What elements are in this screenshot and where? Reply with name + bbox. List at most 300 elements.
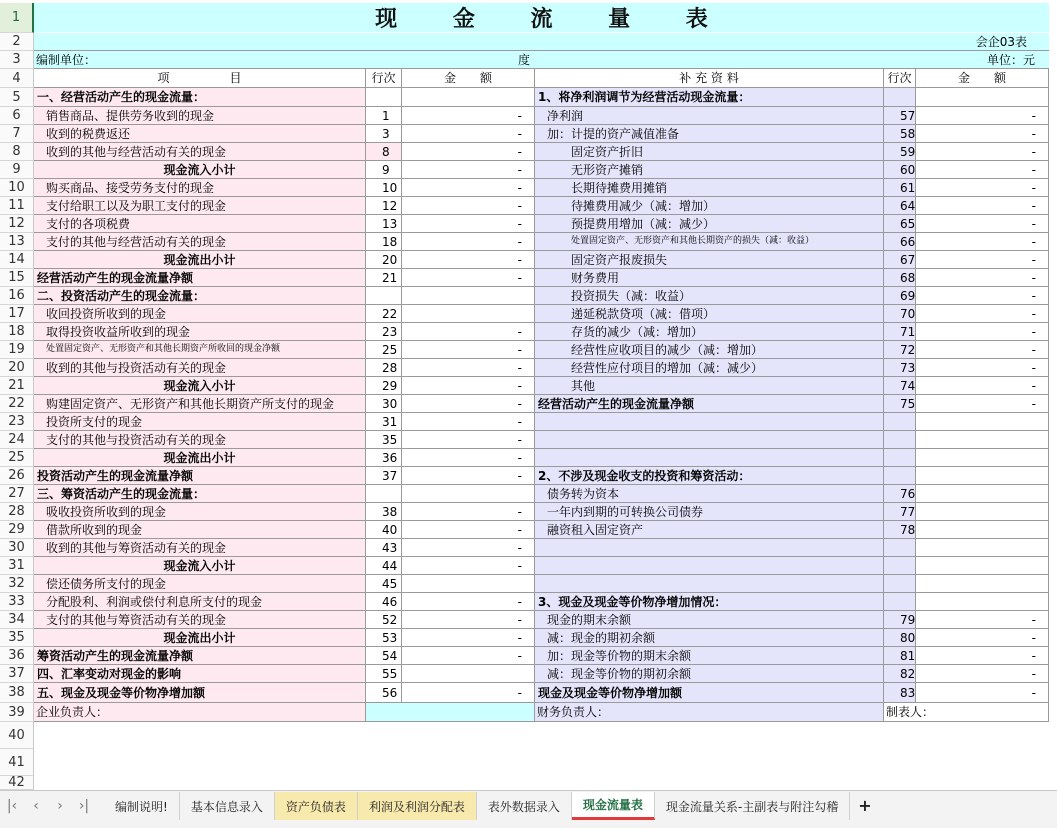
row-number[interactable]: 31 [0,557,34,575]
line-cell[interactable]: 30 [366,395,402,413]
supplement-amount-cell[interactable]: - [916,107,1049,125]
supplement-amount-cell[interactable]: - [916,359,1049,377]
supplement-item-cell[interactable]: 2、不涉及现金收支的投资和筹资活动： [535,467,884,485]
company-head-label[interactable]: 企业负责人： [34,703,366,722]
row-number[interactable]: 38 [0,683,34,703]
amount-cell[interactable]: - [402,107,535,125]
row-number[interactable]: 33 [0,593,34,611]
title-row[interactable] [34,3,1049,32]
amount-cell[interactable]: - [402,593,535,611]
item-cell[interactable]: 分配股利、利润或偿付利息所支付的现金 [34,593,366,611]
item-cell[interactable]: 一、经营活动产生的现金流量： [34,88,366,107]
amount-cell[interactable]: - [402,323,535,341]
line-cell[interactable]: 29 [366,377,402,395]
amount-cell[interactable]: - [402,413,535,431]
supplement-item-cell[interactable]: 待摊费用减少（减：增加） [535,197,884,215]
table-row [34,215,1049,233]
preparer-label[interactable]: 制表人： [884,703,1049,722]
supplement-amount-cell[interactable]: - [916,197,1049,215]
item-cell[interactable]: 购建固定资产、无形资产和其他长期资产所支付的现金 [34,395,366,413]
amount-cell[interactable]: - [402,233,535,251]
line-cell[interactable]: 23 [366,323,402,341]
supplement-item-cell[interactable]: 经营性应付项目的增加（减：减少） [535,359,884,377]
table-row [34,593,1049,611]
col-header-supplement: 补 充 资 料 [535,69,884,88]
line-cell[interactable]: 37 [366,467,402,485]
row-number[interactable]: 18 [0,323,34,341]
item-cell[interactable]: 投资所支付的现金 [34,413,366,431]
line-cell[interactable]: 21 [366,269,402,287]
row-number[interactable]: 9 [0,161,34,179]
item-cell[interactable]: 支付的各项税费 [34,215,366,233]
supplement-item-cell[interactable]: 固定资产报废损失 [535,251,884,269]
table-row [34,611,1049,629]
item-cell[interactable]: 收到的其他与筹资活动有关的现金 [34,539,366,557]
line-cell[interactable]: 12 [366,197,402,215]
amount-cell[interactable]: - [402,611,535,629]
row-number[interactable]: 13 [0,233,34,251]
supplement-amount-cell[interactable] [916,539,1049,557]
supplement-line-cell[interactable]: 76 [884,485,916,503]
row-number[interactable]: 4 [0,69,34,88]
item-cell[interactable]: 现金流入小计 [34,557,366,575]
supplement-amount-cell[interactable]: - [916,305,1049,323]
cash-flow-grid[interactable] [34,0,1057,790]
table-row [34,665,1049,683]
amount-cell[interactable]: - [402,503,535,521]
supplement-line-cell[interactable]: 72 [884,341,916,359]
table-row [34,431,1049,449]
supplement-line-cell[interactable] [884,413,916,431]
supplement-item-cell[interactable]: 无形资产摊销 [535,161,884,179]
row-number[interactable]: 21 [0,377,34,395]
line-cell[interactable] [366,287,402,305]
line-cell[interactable]: 31 [366,413,402,431]
currency-unit: 单位：元 [544,51,1049,69]
line-cell[interactable]: 55 [366,665,402,683]
supplement-amount-cell[interactable]: - [916,377,1049,395]
row-number[interactable]: 6 [0,107,34,125]
supplement-item-cell[interactable]: 其他 [535,377,884,395]
row-number[interactable]: 1 [0,3,34,33]
row-number[interactable]: 39 [0,703,34,722]
supplement-line-cell[interactable] [884,593,916,611]
supplement-amount-cell[interactable]: - [916,215,1049,233]
row-number[interactable]: 22 [0,395,34,413]
last-sheet-icon[interactable]: ›| [78,797,90,814]
supplement-amount-cell[interactable] [916,593,1049,611]
line-cell[interactable]: 56 [366,683,402,703]
supplement-amount-cell[interactable] [916,431,1049,449]
item-cell[interactable]: 支付的其他与投资活动有关的现金 [34,431,366,449]
sheet-tab[interactable]: 利润及利润分配表 [358,792,477,820]
amount-cell[interactable]: - [402,431,535,449]
supplement-line-cell[interactable]: 73 [884,359,916,377]
supplement-line-cell[interactable]: 67 [884,251,916,269]
line-cell[interactable]: 13 [366,215,402,233]
supplement-amount-cell[interactable]: - [916,395,1049,413]
line-cell[interactable]: 9 [366,161,402,179]
amount-cell[interactable]: - [402,377,535,395]
row-number[interactable]: 16 [0,287,34,305]
table-row [34,413,1049,431]
supplement-item-cell[interactable]: 现金的期末余额 [535,611,884,629]
supplement-line-cell[interactable] [884,467,916,485]
item-cell[interactable]: 收到的税费返还 [34,125,366,143]
amount-cell[interactable]: - [402,197,535,215]
supplement-item-cell[interactable]: 债务转为资本 [535,485,884,503]
table-row [34,395,1049,413]
supplement-line-cell[interactable]: 59 [884,143,916,161]
supplement-item-cell[interactable]: 减：现金的期初余额 [535,629,884,647]
supplement-line-cell[interactable]: 60 [884,161,916,179]
row-number[interactable]: 8 [0,143,34,161]
table-row [34,179,1049,197]
amount-cell[interactable]: - [402,179,535,197]
row-number[interactable]: 20 [0,359,34,377]
table-row [34,521,1049,539]
line-cell[interactable]: 10 [366,179,402,197]
sheet-tab[interactable]: 编制说明! [104,792,180,820]
supplement-line-cell[interactable] [884,557,916,575]
row-number[interactable]: 26 [0,467,34,485]
supplement-amount-cell[interactable] [916,557,1049,575]
supplement-item-cell[interactable] [535,413,884,431]
amount-cell[interactable]: - [402,125,535,143]
supplement-line-cell[interactable] [884,539,916,557]
item-cell[interactable]: 二、投资活动产生的现金流量： [34,287,366,305]
table-row [34,377,1049,395]
supplement-line-cell[interactable]: 81 [884,647,916,665]
amount-cell[interactable]: - [402,629,535,647]
line-cell[interactable]: 52 [366,611,402,629]
table-row [34,485,1049,503]
line-cell[interactable]: 22 [366,305,402,323]
row-number[interactable]: 28 [0,503,34,521]
supplement-item-cell[interactable]: 处置固定资产、无形资产和其他长期资产的损失（减：收益） [535,233,884,251]
row-number[interactable]: 23 [0,413,34,431]
first-sheet-icon[interactable]: |‹ [6,797,18,814]
line-cell[interactable]: 43 [366,539,402,557]
header-row-3 [34,51,1049,69]
supplement-amount-cell[interactable]: - [916,179,1049,197]
supplement-item-cell[interactable]: 经营性应收项目的减少（减：增加） [535,341,884,359]
supplement-line-cell[interactable]: 66 [884,233,916,251]
supplement-item-cell[interactable] [535,449,884,467]
supplement-amount-cell[interactable]: - [916,287,1049,305]
supplement-item-cell[interactable]: 加：现金等价物的期末余额 [535,647,884,665]
line-cell[interactable]: 44 [366,557,402,575]
item-cell[interactable]: 筹资活动产生的现金流量净额 [34,647,366,665]
supplement-amount-cell[interactable] [916,449,1049,467]
supplement-line-cell[interactable]: 74 [884,377,916,395]
supplement-item-cell[interactable]: 财务费用 [535,269,884,287]
supplement-line-cell[interactable]: 57 [884,107,916,125]
amount-cell[interactable] [402,287,535,305]
supplement-line-cell[interactable] [884,575,916,593]
amount-cell[interactable]: - [402,539,535,557]
row-number[interactable]: 12 [0,215,34,233]
status-bar [0,820,1057,828]
table-row [34,503,1049,521]
table-row [34,323,1049,341]
supplement-item-cell[interactable]: 加：计提的资产减值准备 [535,125,884,143]
supplement-item-cell[interactable]: 存货的减少（减：增加） [535,323,884,341]
row-number[interactable]: 42 [0,776,34,790]
supplement-item-cell[interactable]: 投资损失（减：收益） [535,287,884,305]
supplement-amount-cell[interactable]: - [916,647,1049,665]
sheet-tab[interactable]: 现金流量关系-主副表与附注勾稽 [655,792,850,820]
sheet-tab[interactable]: 现金流量表 [572,792,655,820]
table-row [34,305,1049,323]
supplement-item-cell[interactable]: 经营活动产生的现金流量净额 [535,395,884,413]
amount-cell[interactable]: - [402,143,535,161]
item-cell[interactable]: 收到的其他与经营活动有关的现金 [34,143,366,161]
supplement-amount-cell[interactable]: - [916,629,1049,647]
item-cell[interactable]: 现金流出小计 [34,629,366,647]
row-number[interactable]: 35 [0,629,34,647]
item-cell[interactable]: 收到的其他与投资活动有关的现金 [34,359,366,377]
line-cell[interactable]: 54 [366,647,402,665]
item-cell[interactable]: 处置固定资产、无形资产和其他长期资产所收回的现金净额 [34,341,366,359]
supplement-amount-cell[interactable]: - [916,125,1049,143]
table-row [34,161,1049,179]
supplement-item-cell[interactable]: 现金及现金等价物净增加额 [535,683,884,703]
supplement-line-cell[interactable]: 82 [884,665,916,683]
item-cell[interactable]: 支付的其他与经营活动有关的现金 [34,233,366,251]
prev-sheet-icon[interactable]: ‹ [33,797,39,814]
row-number[interactable]: 36 [0,647,34,665]
supplement-amount-cell[interactable]: - [916,143,1049,161]
item-cell[interactable]: 四、汇率变动对现金的影响 [34,665,366,683]
amount-cell[interactable]: - [402,521,535,539]
item-cell[interactable]: 三、筹资活动产生的现金流量： [34,485,366,503]
line-cell[interactable]: 46 [366,593,402,611]
supplement-line-cell[interactable]: 75 [884,395,916,413]
amount-cell[interactable]: - [402,395,535,413]
amount-cell[interactable]: - [402,251,535,269]
amount-cell[interactable]: - [402,215,535,233]
finance-head-label[interactable]: 财务负责人： [535,703,884,722]
line-cell[interactable]: 1 [366,107,402,125]
amount-cell[interactable]: - [402,449,535,467]
supplement-item-cell[interactable]: 递延税款贷项（减：借项） [535,305,884,323]
row-number[interactable]: 3 [0,51,34,69]
col-header-line: 行次 [366,69,402,88]
supplement-amount-cell[interactable]: - [916,233,1049,251]
supplement-line-cell[interactable]: 79 [884,611,916,629]
row-number[interactable]: 11 [0,197,34,215]
supplement-amount-cell[interactable]: - [916,269,1049,287]
table-row [34,467,1049,485]
item-cell[interactable]: 现金流出小计 [34,449,366,467]
supplement-line-cell[interactable]: 80 [884,629,916,647]
item-cell[interactable]: 投资活动产生的现金流量净额 [34,467,366,485]
supplement-item-cell[interactable]: 融资租入固定资产 [535,521,884,539]
amount-cell[interactable] [402,665,535,683]
supplement-line-cell[interactable]: 65 [884,215,916,233]
line-cell[interactable]: 3 [366,125,402,143]
supplement-item-cell[interactable]: 1、将净利润调节为经营活动现金流量： [535,88,884,107]
supplement-item-cell[interactable]: 预提费用增加（减：减少） [535,215,884,233]
signature-blank[interactable] [366,703,535,722]
supplement-amount-cell[interactable] [916,485,1049,503]
supplement-line-cell[interactable] [884,88,916,107]
line-cell[interactable]: 45 [366,575,402,593]
line-cell[interactable]: 53 [366,629,402,647]
supplement-line-cell[interactable]: 83 [884,683,916,703]
table-row [34,143,1049,161]
amount-cell[interactable]: - [402,161,535,179]
col-header-line2: 行次 [884,69,916,88]
supplement-line-cell[interactable]: 70 [884,305,916,323]
next-sheet-icon[interactable]: › [57,797,63,814]
supplement-amount-cell[interactable]: - [916,161,1049,179]
line-cell[interactable]: 18 [366,233,402,251]
col-header-item: 项 目 [34,69,366,88]
row-number[interactable]: 2 [0,33,34,51]
amount-cell[interactable]: - [402,557,535,575]
supplement-line-cell[interactable]: 61 [884,179,916,197]
supplement-amount-cell[interactable]: - [916,341,1049,359]
line-cell[interactable]: 28 [366,359,402,377]
supplement-item-cell[interactable] [535,431,884,449]
item-cell[interactable]: 支付的其他与筹资活动有关的现金 [34,611,366,629]
supplement-line-cell[interactable] [884,449,916,467]
table-row [34,449,1049,467]
amount-cell[interactable] [402,575,535,593]
line-cell[interactable] [366,485,402,503]
amount-cell[interactable]: - [402,269,535,287]
supplement-amount-cell[interactable] [916,503,1049,521]
supplement-line-cell[interactable]: 69 [884,287,916,305]
row-number[interactable]: 29 [0,521,34,539]
supplement-item-cell[interactable]: 固定资产折旧 [535,143,884,161]
amount-cell[interactable] [402,88,535,107]
amount-cell[interactable]: - [402,467,535,485]
supplement-line-cell[interactable]: 71 [884,323,916,341]
supplement-item-cell[interactable] [535,557,884,575]
supplement-amount-cell[interactable] [916,88,1049,107]
supplement-item-cell[interactable] [535,575,884,593]
item-cell[interactable]: 收回投资所收到的现金 [34,305,366,323]
item-cell[interactable]: 吸收投资所收到的现金 [34,503,366,521]
line-cell[interactable] [366,88,402,107]
header-row-2 [34,33,1049,51]
supplement-amount-cell[interactable] [916,575,1049,593]
line-cell[interactable]: 35 [366,431,402,449]
supplement-line-cell[interactable]: 77 [884,503,916,521]
sheet-tab[interactable]: 基本信息录入 [180,792,275,820]
line-cell[interactable]: 40 [366,521,402,539]
item-cell[interactable]: 购买商品、接受劳务支付的现金 [34,179,366,197]
row-number[interactable]: 14 [0,251,34,269]
row-number[interactable]: 15 [0,269,34,287]
supplement-amount-cell[interactable]: - [916,665,1049,683]
table-row [34,125,1049,143]
table-row [34,575,1049,593]
row-number[interactable]: 40 [0,722,34,749]
item-cell[interactable]: 取得投资收益所收到的现金 [34,323,366,341]
row-number[interactable]: 27 [0,485,34,503]
supplement-item-cell[interactable]: 净利润 [535,107,884,125]
item-cell[interactable]: 偿还债务所支付的现金 [34,575,366,593]
row-number[interactable]: 25 [0,449,34,467]
supplement-item-cell[interactable]: 3、现金及现金等价物净增加情况： [535,593,884,611]
row-number[interactable]: 17 [0,305,34,323]
line-cell[interactable]: 36 [366,449,402,467]
item-cell[interactable]: 现金流入小计 [34,161,366,179]
item-cell[interactable]: 经营活动产生的现金流量净额 [34,269,366,287]
amount-cell[interactable]: - [402,683,535,703]
amount-cell[interactable] [402,305,535,323]
table-row [34,647,1049,665]
unit-label[interactable]: 编制单位： [34,51,504,69]
amount-cell[interactable]: - [402,359,535,377]
supplement-amount-cell[interactable] [916,521,1049,539]
amount-cell[interactable]: - [402,341,535,359]
amount-cell[interactable] [402,485,535,503]
row-number[interactable]: 37 [0,665,34,683]
item-cell[interactable]: 现金流出小计 [34,251,366,269]
row-number[interactable]: 30 [0,539,34,557]
row-number[interactable]: 10 [0,179,34,197]
supplement-line-cell[interactable]: 64 [884,197,916,215]
supplement-amount-cell[interactable] [916,413,1049,431]
row-number[interactable]: 5 [0,88,34,107]
supplement-amount-cell[interactable]: - [916,683,1049,703]
column-header-row [34,69,1049,88]
item-cell[interactable]: 销售商品、提供劳务收到的现金 [34,107,366,125]
supplement-line-cell[interactable]: 68 [884,269,916,287]
row-number[interactable]: 7 [0,125,34,143]
row-number[interactable]: 41 [0,749,34,776]
amount-cell[interactable]: - [402,647,535,665]
row-number[interactable]: 32 [0,575,34,593]
add-sheet-button[interactable]: + [858,796,872,815]
line-cell[interactable]: 8 [366,143,402,161]
sheet-tab[interactable]: 表外数据录入 [477,792,572,820]
col-header-amount: 金 额 [402,69,535,88]
supplement-amount-cell[interactable]: - [916,323,1049,341]
item-cell[interactable]: 现金流入小计 [34,377,366,395]
item-cell[interactable]: 借款所收到的现金 [34,521,366,539]
sheet-tab[interactable]: 资产负债表 [275,792,358,820]
line-cell[interactable]: 20 [366,251,402,269]
table-row [34,341,1049,359]
supplement-amount-cell[interactable]: - [916,251,1049,269]
col-header-amount2: 金 额 [916,69,1049,88]
supplement-line-cell[interactable]: 78 [884,521,916,539]
supplement-amount-cell[interactable] [916,467,1049,485]
supplement-item-cell[interactable] [535,539,884,557]
year-label[interactable]: 度 [504,51,544,69]
supplement-item-cell[interactable]: 减：现金等价物的期初余额 [535,665,884,683]
item-cell[interactable]: 五、现金及现金等价物净增加额 [34,683,366,703]
table-row [34,233,1049,251]
item-cell[interactable]: 支付给职工以及为职工支付的现金 [34,197,366,215]
row-number[interactable]: 34 [0,611,34,629]
row-number[interactable]: 19 [0,341,34,359]
supplement-item-cell[interactable]: 长期待摊费用摊销 [535,179,884,197]
supplement-item-cell[interactable]: 一年内到期的可转换公司债券 [535,503,884,521]
supplement-line-cell[interactable] [884,431,916,449]
row-number[interactable]: 24 [0,431,34,449]
supplement-line-cell[interactable]: 58 [884,125,916,143]
supplement-amount-cell[interactable]: - [916,611,1049,629]
line-cell[interactable]: 38 [366,503,402,521]
line-cell[interactable]: 25 [366,341,402,359]
